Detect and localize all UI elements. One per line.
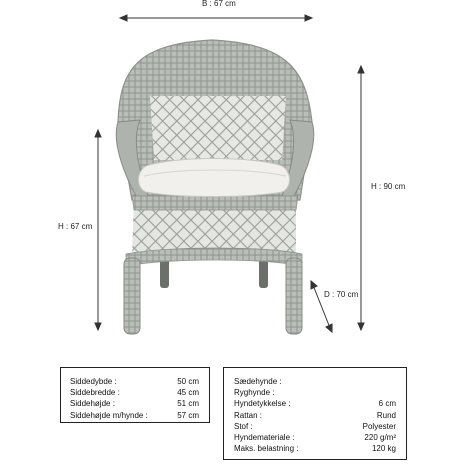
- height-left-dimension-arrow: [95, 130, 101, 330]
- spec-label: Maks. belastning :: [234, 444, 299, 454]
- spec-row: [234, 443, 396, 454]
- spec-row: [70, 387, 199, 398]
- spec-row: [70, 410, 199, 421]
- spec-row: [234, 376, 396, 387]
- spec-value: 50 cm: [177, 377, 199, 386]
- height-right-dimension-arrow: [358, 66, 364, 330]
- front-leg-left: [124, 258, 140, 334]
- spec-label: Rattan :: [234, 410, 263, 420]
- spec-value: 6 cm: [378, 399, 396, 409]
- spec-row: [70, 376, 199, 387]
- spec-row: [234, 432, 396, 443]
- spec-value: 45 cm: [177, 388, 199, 398]
- seat-cushion: [139, 159, 290, 197]
- height-right-label: H : 90 cm: [371, 182, 406, 191]
- spec-value: 220 g/m²: [364, 433, 396, 443]
- material-specs-box: [223, 367, 407, 460]
- width-dimension-arrow: [120, 15, 312, 21]
- spec-value: 51 cm: [177, 399, 199, 409]
- spec-row: [234, 398, 396, 409]
- spec-label: Hyndemateriale :: [234, 433, 295, 443]
- spec-label: Siddebredde :: [70, 388, 120, 398]
- front-leg-right: [286, 258, 302, 334]
- depth-label: D : 70 cm: [324, 290, 359, 299]
- spec-row: [234, 387, 396, 398]
- height-left-label: H : 67 cm: [58, 222, 93, 231]
- spec-label: Hyndetykkelse :: [234, 399, 291, 409]
- spec-label: Siddehøjde m/hynde :: [70, 410, 148, 420]
- spec-label: Sædehynde :: [234, 377, 282, 386]
- spec-value: Rund: [376, 410, 396, 420]
- width-label: B : 67 cm: [202, 0, 236, 8]
- depth-dimension-arrow: [311, 281, 332, 332]
- spec-row: [70, 398, 199, 409]
- spec-row: [234, 410, 396, 421]
- spec-label: Ryghynde :: [234, 388, 275, 398]
- spec-row: [234, 421, 396, 432]
- spec-label: Stof :: [234, 421, 253, 431]
- spec-value: 57 cm: [177, 410, 199, 420]
- spec-value: 120 kg: [371, 444, 396, 454]
- spec-label: Siddedybde :: [70, 377, 117, 386]
- spec-label: Siddehøjde :: [70, 399, 115, 409]
- seat-dimensions-box: [60, 367, 210, 423]
- spec-value: Polyester: [362, 421, 396, 431]
